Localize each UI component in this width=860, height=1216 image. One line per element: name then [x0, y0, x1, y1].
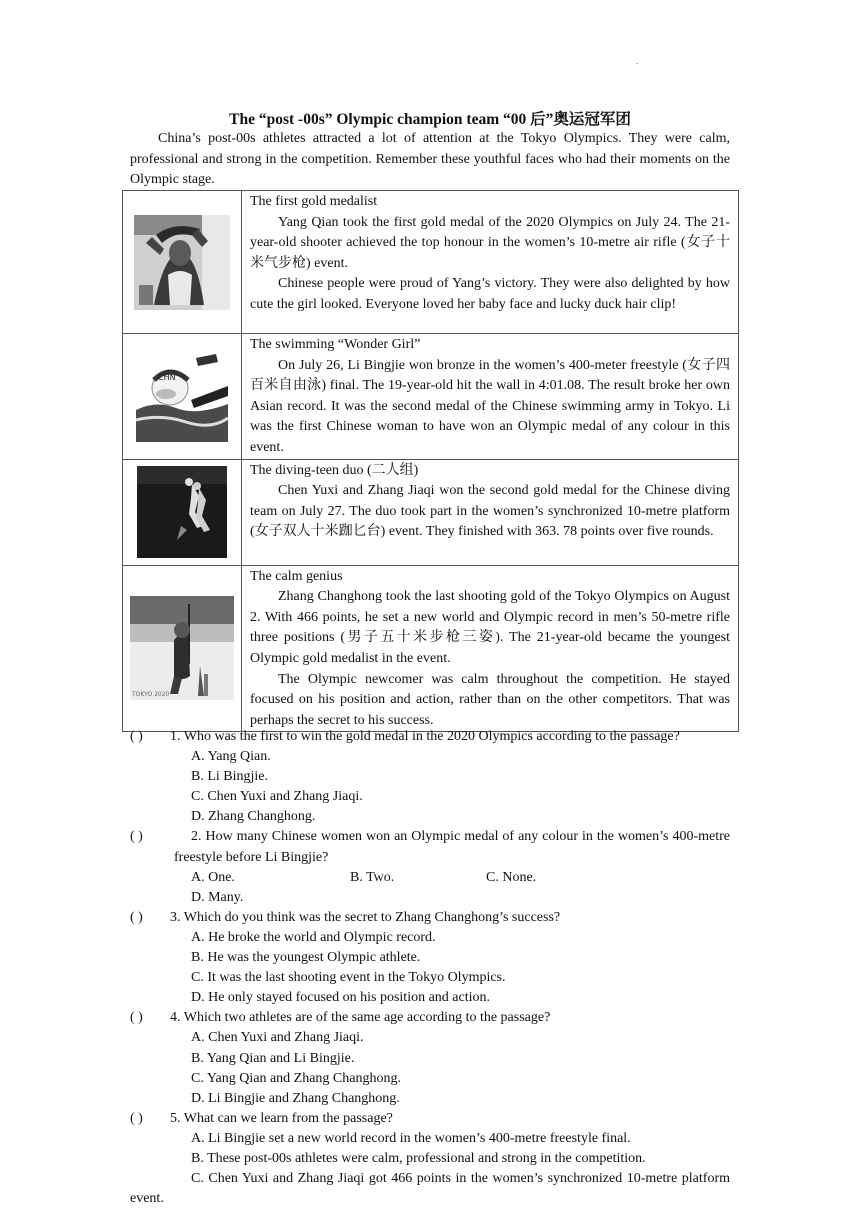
options-3: [130, 928, 730, 1008]
answer-blank[interactable]: ( ): [130, 1110, 143, 1126]
section-paragraph: Zhang Changhong took the last shooting gold of the Tokyo Olympics on August 2. With 466 points, he set a new world and Olympic record in men’s 50-metre rifle three positions (男子五十米步枪三姿). The 21-year-old became the youngest Olympic gold medalist in the event.: [250, 589, 730, 666]
option[interactable]: A. He broke the world and Olympic record.: [191, 929, 436, 945]
options-4: [130, 1028, 730, 1108]
section-li-bingjie: [242, 334, 739, 460]
option[interactable]: B. Li Bingjie.: [191, 769, 268, 785]
option[interactable]: A. One.: [191, 869, 235, 885]
option[interactable]: A. Yang Qian.: [191, 749, 271, 765]
section-diving-duo: [242, 459, 739, 565]
option[interactable]: C. Chen Yuxi and Zhang Jiaqi.: [191, 789, 363, 805]
athlete-table: [122, 190, 739, 732]
section-subtitle: The calm genius: [250, 568, 343, 584]
question-text: 3. Which do you think was the secret to Zhang Changhong’s success?: [170, 909, 561, 925]
section-paragraph: Yang Qian took the first gold medal of the 2020 Olympics on July 24. The 21-year-old shooter achieved the top honour in the women’s 10-metre air rifle (女子十米气步枪) event.: [250, 214, 730, 271]
question-text: 4. Which two athletes are of the same age according to the passage?: [170, 1010, 551, 1026]
option[interactable]: A. Chen Yuxi and Zhang Jiaqi.: [191, 1030, 364, 1046]
svg-text:CHN: CHN: [158, 373, 176, 383]
option[interactable]: D. Zhang Changhong.: [191, 809, 316, 825]
options-1: [130, 747, 730, 827]
option[interactable]: B. Yang Qian and Li Bingjie.: [191, 1050, 355, 1066]
answer-blank[interactable]: ( ): [130, 1010, 143, 1026]
section-subtitle: The swimming “Wonder Girl”: [250, 337, 421, 352]
option[interactable]: A. Li Bingjie set a new world record in the women’s 400-metre freestyle final.: [191, 1130, 631, 1146]
question-text: 2. How many Chinese women won an Olympic medal of any colour in the women’s 400-metre freestyle before Li Bingjie?: [174, 829, 730, 865]
table-row: [123, 334, 739, 460]
photo-yang-qian: [134, 215, 230, 310]
table-row: [123, 459, 739, 565]
section-paragraph: Chinese people were proud of Yang’s victory. They were also delighted by how cute the girl looked. Everyone loved her baby face and lucky duck hair clip!: [250, 276, 730, 312]
photo-cell: [123, 191, 242, 334]
question-2: [130, 827, 730, 867]
page-title: The “post -00s” Olympic champion team “00 后”奥运冠军团: [229, 111, 631, 128]
option[interactable]: B. Two.: [350, 869, 395, 885]
section-subtitle: The first gold medalist: [250, 194, 378, 209]
photo-zhang-changhong: [130, 596, 234, 700]
photo-diving-duo: [137, 466, 227, 558]
section-paragraph: On July 26, Li Bingjie won bronze in the women’s 400-meter freestyle (女子四百米自由泳) final. The 19-year-old hit the wall in 4:01.08. The result broke her own Asian record. It was the second medal of the Chinese swimming army in Tokyo. Li was the first Chinese woman to have won an Olympic medal of any colour in this event.: [250, 357, 730, 455]
question-3: [130, 908, 730, 928]
option[interactable]: C. Yang Qian and Zhang Changhong.: [191, 1070, 401, 1086]
option[interactable]: C. None.: [486, 869, 537, 885]
option[interactable]: B. He was the youngest Olympic athlete.: [191, 950, 421, 966]
intro-paragraph: China’s post-00s athletes attracted a lot of attention at the Tokyo Olympics. They were calm, professional and strong in the competition. Remember these youthful faces who had their moments on the Olympic stage.: [130, 131, 730, 187]
question-text: 1. Who was the first to win the gold medal in the 2020 Olympics according to the passage?: [170, 729, 680, 744]
question-text: 5. What can we learn from the passage?: [170, 1110, 393, 1126]
question-list: [130, 727, 730, 1209]
option[interactable]: D. Many.: [191, 889, 244, 905]
section-paragraph: The Olympic newcomer was calm throughout the competition. He stayed focused on his position and action, rather than on the other competitors. That was perhaps the secret to his success.: [250, 671, 730, 728]
photo-li-bingjie: [136, 350, 228, 442]
option[interactable]: C. Chen Yuxi and Zhang Jiaqi got 466 points in the women’s synchronized 10-metre platform event.: [130, 1171, 730, 1207]
option[interactable]: D. He only stayed focused on his position and action.: [191, 990, 491, 1006]
question-1: [130, 727, 730, 747]
section-subtitle: The diving-teen duo (二人组): [250, 462, 419, 478]
question-4: [130, 1008, 730, 1028]
answer-blank[interactable]: ( ): [130, 909, 143, 925]
option[interactable]: B. These post-00s athletes were calm, professional and strong in the competition.: [191, 1150, 646, 1166]
section-yang-qian: [242, 191, 739, 334]
section-zhang-changhong: [242, 565, 739, 732]
question-5: [130, 1109, 730, 1129]
header-mark: .: [636, 56, 639, 67]
photo-cell: [123, 459, 242, 565]
section-paragraph: Chen Yuxi and Zhang Jiaqi won the second gold medal for the Chinese diving team on July 27. The duo took part in the women’s synchronized 10-metre platform (女子双人十米跏匕台) event. They finished with 363. 78 points over five rounds.: [250, 483, 730, 540]
answer-blank[interactable]: ( ): [130, 729, 143, 744]
options-5: [130, 1129, 730, 1169]
table-row: [123, 191, 739, 334]
answer-blank[interactable]: ( ): [130, 829, 143, 845]
photo-cell: [123, 565, 242, 732]
photo-cell: [123, 334, 242, 460]
options-2: [130, 868, 730, 908]
option[interactable]: D. Li Bingjie and Zhang Changhong.: [191, 1090, 400, 1106]
option[interactable]: C. It was the last shooting event in the Tokyo Olympics.: [191, 970, 506, 986]
svg-text:TOKYO 2020: TOKYO 2020: [132, 691, 170, 699]
table-row: [123, 565, 739, 732]
